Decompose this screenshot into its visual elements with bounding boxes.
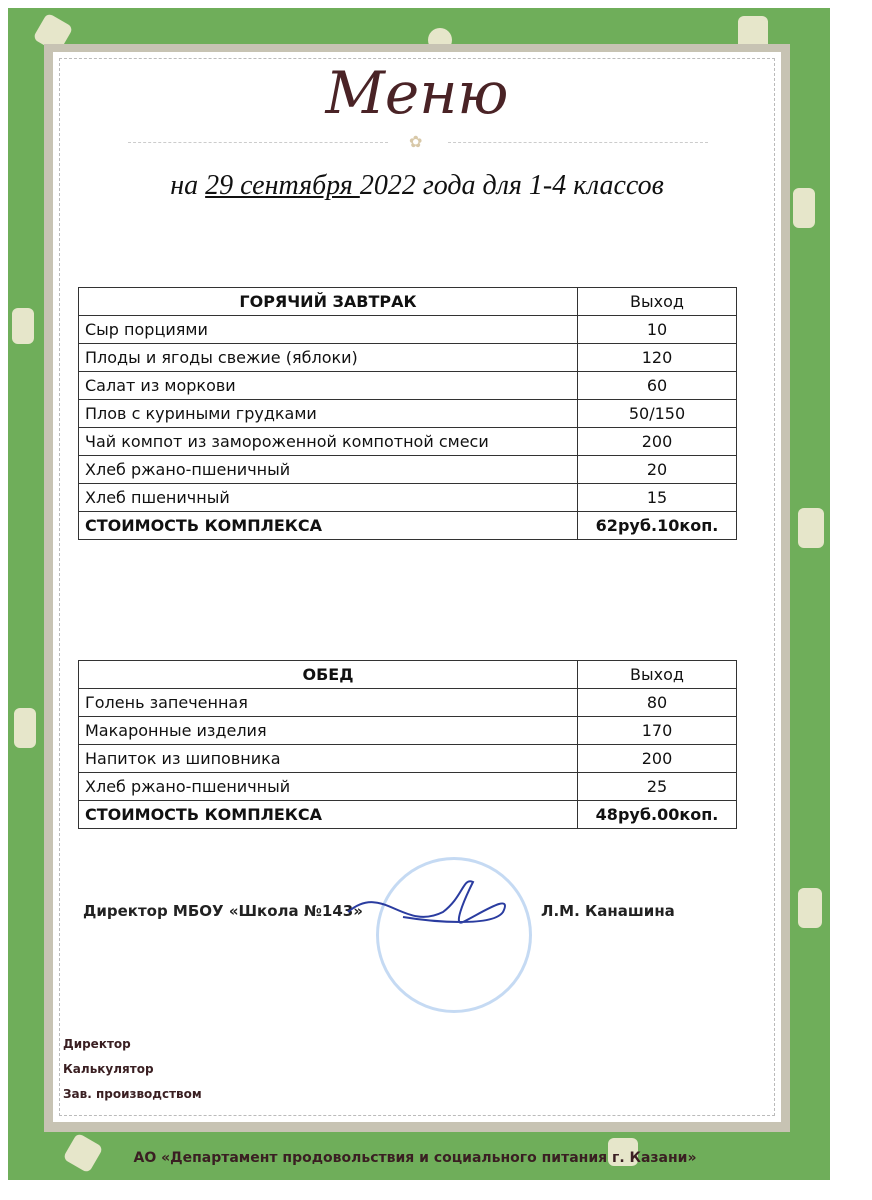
dish-name: Напиток из шиповника <box>79 745 578 773</box>
role-director: Директор <box>63 1037 131 1051</box>
total-label: СТОИМОСТЬ КОМПЛЕКСА <box>79 512 578 540</box>
dish-name: Хлеб ржано-пшеничный <box>79 456 578 484</box>
dish-output: 50/150 <box>578 400 737 428</box>
table-row <box>79 400 737 428</box>
dish-output: 80 <box>578 689 737 717</box>
dish-output: 60 <box>578 372 737 400</box>
food-icon <box>798 888 822 928</box>
total-row <box>79 801 737 829</box>
dish-name: Макаронные изделия <box>79 717 578 745</box>
dish-name: Плов с куриными грудками <box>79 400 578 428</box>
total-label: СТОИМОСТЬ КОМПЛЕКСА <box>79 801 578 829</box>
table-row <box>79 456 737 484</box>
role-calculator: Калькулятор <box>63 1062 154 1076</box>
table-row <box>79 773 737 801</box>
total-price: 48руб.00коп. <box>578 801 737 829</box>
table-row <box>79 372 737 400</box>
header-output: Выход <box>578 288 737 316</box>
dish-output: 15 <box>578 484 737 512</box>
menu-date: 29 сентября <box>205 170 360 201</box>
subtitle-suffix: 2022 года для 1-4 классов <box>359 170 664 201</box>
divider <box>128 142 388 143</box>
total-row <box>79 512 737 540</box>
signature-position: Директор МБОУ «Школа №143» <box>83 902 363 920</box>
table-header <box>79 661 737 689</box>
signature-name: Л.М. Канашина <box>541 902 675 920</box>
header-title: ОБЕД <box>79 661 578 689</box>
breakfast-table <box>78 287 737 540</box>
table-row <box>79 428 737 456</box>
role-production-head: Зав. производством <box>63 1087 202 1101</box>
menu-subtitle <box>53 168 781 204</box>
dish-output: 10 <box>578 316 737 344</box>
table-row <box>79 745 737 773</box>
table-row <box>79 316 737 344</box>
dish-output: 200 <box>578 428 737 456</box>
dish-name: Салат из моркови <box>79 372 578 400</box>
divider <box>448 142 708 143</box>
header-title: ГОРЯЧИЙ ЗАВТРАК <box>79 288 578 316</box>
table-row <box>79 484 737 512</box>
dish-name: Сыр порциями <box>79 316 578 344</box>
dish-output: 25 <box>578 773 737 801</box>
table-row <box>79 689 737 717</box>
menu-title: Меню <box>325 59 509 127</box>
lunch-table <box>78 660 737 829</box>
signature <box>343 872 533 942</box>
dish-name: Хлеб пшеничный <box>79 484 578 512</box>
total-price: 62руб.10коп. <box>578 512 737 540</box>
header-output: Выход <box>578 661 737 689</box>
table-row <box>79 717 737 745</box>
table-row <box>79 344 737 372</box>
dish-output: 200 <box>578 745 737 773</box>
food-icon <box>798 508 824 548</box>
footer-organization: АО «Департамент продовольствия и социального питания г. Казани» <box>133 1150 697 1166</box>
dish-output: 20 <box>578 456 737 484</box>
dish-name: Хлеб ржано-пшеничный <box>79 773 578 801</box>
dish-output: 170 <box>578 717 737 745</box>
food-icon <box>12 308 34 344</box>
ornament-icon: ✿ <box>409 132 423 151</box>
dish-name: Чай компот из замороженной компотной смеси <box>79 428 578 456</box>
food-icon <box>793 188 815 228</box>
dish-output: 120 <box>578 344 737 372</box>
menu-panel <box>53 52 781 1122</box>
subtitle-prefix: на <box>170 170 206 201</box>
dish-name: Плоды и ягоды свежие (яблоки) <box>79 344 578 372</box>
dish-name: Голень запеченная <box>79 689 578 717</box>
table-header <box>79 288 737 316</box>
food-icon <box>14 708 36 748</box>
